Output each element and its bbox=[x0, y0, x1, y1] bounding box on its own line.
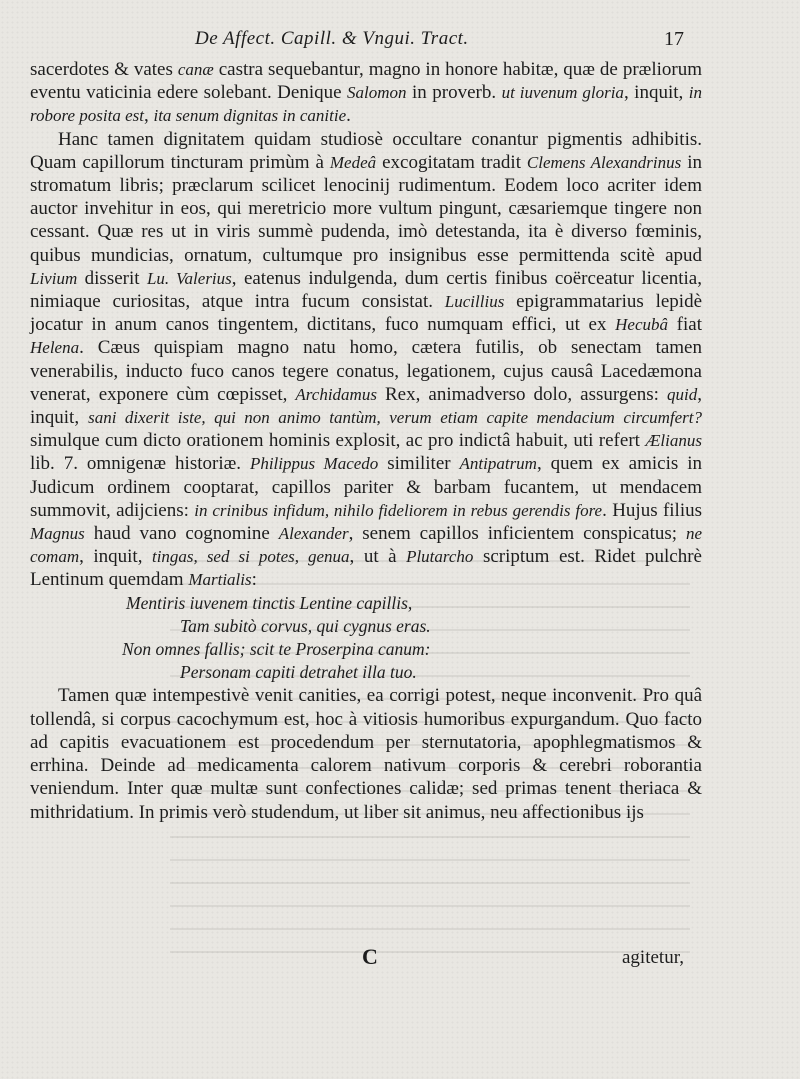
italic-run: Helena bbox=[30, 338, 80, 358]
text-run: , inquit, bbox=[30, 383, 702, 429]
verse-quotation bbox=[30, 592, 702, 685]
text-run: epigrammatarius lepidè jocatur in anum canos tingentem, dictitans, fuco numquam effici, ut ex bbox=[30, 291, 703, 336]
running-head: De Affect. Capill. & Vngui. Tract. bbox=[195, 28, 469, 49]
text-run: simulque cum dicto orationem hominis explosit, ac pro indictâ habuit, uti refert bbox=[30, 430, 646, 452]
italic-run: Philippus Macedo bbox=[249, 454, 379, 474]
italic-run: ut iuvenum gloria bbox=[501, 83, 624, 103]
body-text bbox=[30, 58, 702, 824]
italic-run: Lucillius bbox=[444, 292, 505, 312]
italic-run: Martialis bbox=[188, 570, 252, 590]
verse-line-2: Tam subitò corvus, qui cygnus eras. bbox=[180, 615, 431, 636]
text-run: , eatenus indulgenda, dum certis finibus coërceatur licentia, nimiaque curiositas, atque intra fucum consistat. bbox=[30, 267, 702, 313]
italic-run: Ælianus bbox=[645, 431, 702, 451]
italic-run: Antipatrum bbox=[459, 454, 537, 474]
text-run: . Hujus filius bbox=[602, 499, 702, 521]
paragraph-1 bbox=[30, 58, 702, 128]
text-run: Rex, animadverso dolo, assurgens: bbox=[376, 383, 667, 405]
italic-run: in robore posita est bbox=[30, 83, 702, 126]
text-run: . Cæus quispiam magno natu homo, cætera futilis, ob senectam tamen venerabilis, inducto fuco canos tegere conatus, legationem, cujus causâ Lacedæmona venerat, exponere cùm cœpisset, bbox=[30, 337, 702, 405]
italic-run: Lu. Valerius bbox=[146, 268, 232, 288]
italic-run: Medeâ bbox=[329, 152, 377, 172]
paragraph-2 bbox=[30, 128, 702, 592]
text-run: in stromatum libris; præclarum scilicet lenocinij rudimentum. Eodem loco acriter idem auctor invehitur in eos, qui meretricio more vultum pingunt, cæsariemque tingere non cessant. Quæ res ut in viris summè pudenda, imò detestanda, ita è diverso fœminis, quibus mundicias, ornatum, cultumque pro insignibus esse permittenda scitè apud bbox=[30, 151, 702, 266]
text-run: excogitatam tradit bbox=[376, 151, 527, 173]
text-run: castra sequebantur, magno in honore habitæ, quæ de præliorum eventu vaticinia edere solebant. Denique bbox=[30, 59, 702, 104]
italic-run: ita senum dignitas in canitie bbox=[153, 106, 347, 126]
paragraph-3 bbox=[30, 684, 702, 823]
text-run: fiat bbox=[668, 314, 702, 336]
text-run: in proverb. bbox=[406, 82, 502, 104]
text-run: scriptum est. Ridet pulchrè Lentinum quemdam bbox=[30, 546, 702, 591]
page-number: 17 bbox=[664, 28, 684, 50]
text-run: , inquit, bbox=[79, 546, 152, 568]
text-run: sacerdotes & vates bbox=[30, 59, 178, 80]
text-run: lib. 7. omnigenæ historiæ. bbox=[30, 453, 250, 475]
italic-run: Magnus bbox=[30, 524, 85, 544]
text-run: , bbox=[143, 105, 154, 127]
italic-run: quid bbox=[667, 384, 698, 404]
text-run: , quem ex amicis in Judicum ordinem cooptarat, capillos pariter & barbam fucantem, ut mendacem summovit, adijciens: bbox=[30, 453, 702, 521]
text-run: , ut à bbox=[349, 546, 407, 568]
italic-run: in crinibus infidum, nihilo fideliorem in rebus gerendis fore bbox=[194, 500, 603, 520]
italic-run: Clemens Alexandrinus bbox=[526, 152, 682, 172]
text-run: , senem capillos inficientem conspicatus; bbox=[348, 523, 686, 545]
italic-run: sani dixerit iste, qui non animo tantùm, verum etiam capite mendacium circumfert? bbox=[88, 408, 703, 428]
italic-run: Salomon bbox=[347, 83, 407, 103]
verse-line-1: Mentiris iuvenem tinctis Lentine capillis, bbox=[126, 592, 413, 613]
signature-mark: C bbox=[362, 944, 378, 969]
text-run: Tamen quæ intempestivè venit canities, ea corrigi potest, neque inconvenit. Pro quâ tollendâ, si corpus cacochymum est, hoc à vitiosis humoribus expurgandum. Quo facto ad capitis evacuationem est procedendum per sternutatoria, apophlegmatismos & errhina. Deinde ad medicamenta calorem nativum corporis & cerebri roborantia veniendum. Inter quæ multæ sunt confectiones calidæ; sed primas tenent theriaca & mithridatium. In primis verò studendum, ut liber sit animus, neu affectionibus ijs bbox=[30, 685, 702, 823]
text-run: disserit bbox=[77, 267, 147, 289]
catchword: agitetur, bbox=[622, 947, 685, 968]
verse-line-4: Personam capiti detrahet illa tuo. bbox=[180, 662, 417, 683]
italic-run: tingas, sed si potes, genua bbox=[151, 547, 350, 567]
text-run: Hanc tamen dignitatem quidam studiosè occultare conantur pigmentis adhibitis. Quam capillorum tincturam primùm à bbox=[30, 128, 702, 173]
page-header bbox=[0, 28, 800, 56]
italic-run: Hecubâ bbox=[615, 315, 669, 335]
italic-run: Livium bbox=[30, 268, 78, 288]
text-run: : bbox=[251, 569, 257, 591]
text-run: , inquit, bbox=[623, 82, 689, 104]
text-run: . bbox=[346, 105, 351, 127]
text-run: haud vano cognomine bbox=[84, 523, 279, 545]
italic-run: Archidamus bbox=[295, 384, 377, 404]
text-run: similiter bbox=[378, 453, 460, 475]
italic-run: Plutarcho bbox=[406, 547, 474, 567]
italic-run: ne comam bbox=[30, 524, 702, 567]
verse-line-3: Non omnes fallis; scit te Proserpina canum: bbox=[122, 639, 431, 660]
italic-run: Alexander bbox=[278, 524, 349, 544]
italic-run: canæ bbox=[177, 60, 214, 79]
